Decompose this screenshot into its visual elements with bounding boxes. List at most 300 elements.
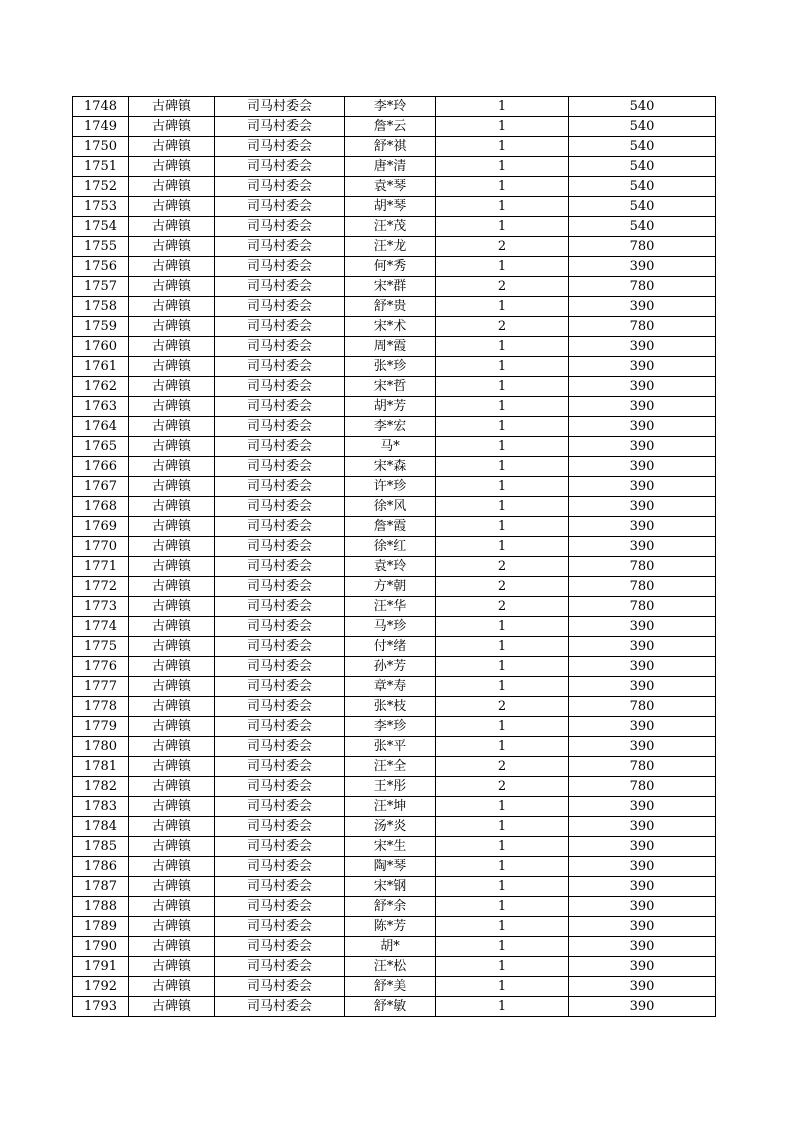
- household-count-cell: 1: [436, 437, 569, 457]
- name-cell: 宋*群: [345, 277, 436, 297]
- village-committee-cell: 司马村委会: [215, 457, 345, 477]
- household-count-cell: 1: [436, 957, 569, 977]
- amount-cell: 390: [569, 797, 716, 817]
- table-row: [73, 737, 716, 757]
- village-committee-cell: 司马村委会: [215, 97, 345, 117]
- village-committee-cell: 司马村委会: [215, 277, 345, 297]
- row-number-cell: 1775: [73, 637, 129, 657]
- town-cell: 古碑镇: [129, 637, 215, 657]
- table-row: [73, 897, 716, 917]
- table-row: [73, 937, 716, 957]
- table-row: [73, 257, 716, 277]
- town-cell: 古碑镇: [129, 137, 215, 157]
- town-cell: 古碑镇: [129, 397, 215, 417]
- town-cell: 古碑镇: [129, 237, 215, 257]
- town-cell: 古碑镇: [129, 497, 215, 517]
- table-row: [73, 337, 716, 357]
- name-cell: 舒*敏: [345, 997, 436, 1017]
- table-row: [73, 917, 716, 937]
- household-count-cell: 1: [436, 457, 569, 477]
- village-committee-cell: 司马村委会: [215, 117, 345, 137]
- town-cell: 古碑镇: [129, 437, 215, 457]
- table-row: [73, 157, 716, 177]
- name-cell: 何*秀: [345, 257, 436, 277]
- town-cell: 古碑镇: [129, 697, 215, 717]
- table-row: [73, 817, 716, 837]
- household-count-cell: 1: [436, 337, 569, 357]
- village-committee-cell: 司马村委会: [215, 257, 345, 277]
- town-cell: 古碑镇: [129, 217, 215, 237]
- village-committee-cell: 司马村委会: [215, 237, 345, 257]
- household-count-cell: 2: [436, 697, 569, 717]
- household-count-cell: 2: [436, 577, 569, 597]
- village-committee-cell: 司马村委会: [215, 817, 345, 837]
- table-row: [73, 497, 716, 517]
- amount-cell: 390: [569, 417, 716, 437]
- town-cell: 古碑镇: [129, 277, 215, 297]
- row-number-cell: 1783: [73, 797, 129, 817]
- name-cell: 汪*华: [345, 597, 436, 617]
- name-cell: 唐*清: [345, 157, 436, 177]
- name-cell: 汪*全: [345, 757, 436, 777]
- row-number-cell: 1756: [73, 257, 129, 277]
- amount-cell: 390: [569, 397, 716, 417]
- table-row: [73, 697, 716, 717]
- amount-cell: 390: [569, 437, 716, 457]
- amount-cell: 390: [569, 457, 716, 477]
- table-row: [73, 857, 716, 877]
- amount-cell: 540: [569, 117, 716, 137]
- name-cell: 李*玲: [345, 97, 436, 117]
- amount-cell: 390: [569, 537, 716, 557]
- village-committee-cell: 司马村委会: [215, 717, 345, 737]
- amount-cell: 390: [569, 857, 716, 877]
- town-cell: 古碑镇: [129, 997, 215, 1017]
- amount-cell: 780: [569, 757, 716, 777]
- name-cell: 汪*茂: [345, 217, 436, 237]
- household-count-cell: 1: [436, 717, 569, 737]
- town-cell: 古碑镇: [129, 337, 215, 357]
- table-row: [73, 277, 716, 297]
- name-cell: 张*珍: [345, 357, 436, 377]
- village-committee-cell: 司马村委会: [215, 577, 345, 597]
- household-count-cell: 2: [436, 757, 569, 777]
- village-committee-cell: 司马村委会: [215, 177, 345, 197]
- household-count-cell: 2: [436, 557, 569, 577]
- amount-cell: 390: [569, 337, 716, 357]
- name-cell: 詹*云: [345, 117, 436, 137]
- row-number-cell: 1759: [73, 317, 129, 337]
- row-number-cell: 1764: [73, 417, 129, 437]
- town-cell: 古碑镇: [129, 157, 215, 177]
- amount-cell: 780: [569, 577, 716, 597]
- amount-cell: 780: [569, 777, 716, 797]
- village-committee-cell: 司马村委会: [215, 997, 345, 1017]
- town-cell: 古碑镇: [129, 517, 215, 537]
- household-count-cell: 1: [436, 617, 569, 637]
- name-cell: 徐*红: [345, 537, 436, 557]
- village-committee-cell: 司马村委会: [215, 437, 345, 457]
- name-cell: 张*枝: [345, 697, 436, 717]
- town-cell: 古碑镇: [129, 357, 215, 377]
- village-committee-cell: 司马村委会: [215, 497, 345, 517]
- row-number-cell: 1773: [73, 597, 129, 617]
- row-number-cell: 1770: [73, 537, 129, 557]
- row-number-cell: 1772: [73, 577, 129, 597]
- household-count-cell: 1: [436, 937, 569, 957]
- roster-table: [72, 96, 716, 1017]
- amount-cell: 780: [569, 557, 716, 577]
- name-cell: 王*彤: [345, 777, 436, 797]
- town-cell: 古碑镇: [129, 677, 215, 697]
- village-committee-cell: 司马村委会: [215, 377, 345, 397]
- household-count-cell: 1: [436, 817, 569, 837]
- household-count-cell: 1: [436, 657, 569, 677]
- town-cell: 古碑镇: [129, 557, 215, 577]
- town-cell: 古碑镇: [129, 777, 215, 797]
- household-count-cell: 1: [436, 257, 569, 277]
- town-cell: 古碑镇: [129, 857, 215, 877]
- amount-cell: 390: [569, 677, 716, 697]
- household-count-cell: 1: [436, 357, 569, 377]
- table-row: [73, 97, 716, 117]
- amount-cell: 780: [569, 697, 716, 717]
- amount-cell: 390: [569, 617, 716, 637]
- town-cell: 古碑镇: [129, 657, 215, 677]
- table-row: [73, 757, 716, 777]
- household-count-cell: 1: [436, 537, 569, 557]
- amount-cell: 390: [569, 297, 716, 317]
- name-cell: 周*霞: [345, 337, 436, 357]
- name-cell: 张*平: [345, 737, 436, 757]
- village-committee-cell: 司马村委会: [215, 317, 345, 337]
- row-number-cell: 1787: [73, 877, 129, 897]
- village-committee-cell: 司马村委会: [215, 937, 345, 957]
- household-count-cell: 1: [436, 97, 569, 117]
- row-number-cell: 1779: [73, 717, 129, 737]
- roster-table-body: [73, 97, 716, 1017]
- row-number-cell: 1776: [73, 657, 129, 677]
- amount-cell: 390: [569, 357, 716, 377]
- table-row: [73, 397, 716, 417]
- name-cell: 陈*芳: [345, 917, 436, 937]
- town-cell: 古碑镇: [129, 537, 215, 557]
- amount-cell: 390: [569, 937, 716, 957]
- row-number-cell: 1753: [73, 197, 129, 217]
- table-row: [73, 797, 716, 817]
- household-count-cell: 1: [436, 837, 569, 857]
- household-count-cell: 1: [436, 417, 569, 437]
- name-cell: 章*寿: [345, 677, 436, 697]
- row-number-cell: 1785: [73, 837, 129, 857]
- town-cell: 古碑镇: [129, 197, 215, 217]
- amount-cell: 540: [569, 197, 716, 217]
- name-cell: 汪*龙: [345, 237, 436, 257]
- amount-cell: 390: [569, 957, 716, 977]
- amount-cell: 390: [569, 717, 716, 737]
- name-cell: 宋*哲: [345, 377, 436, 397]
- town-cell: 古碑镇: [129, 617, 215, 637]
- row-number-cell: 1757: [73, 277, 129, 297]
- name-cell: 孙*芳: [345, 657, 436, 677]
- village-committee-cell: 司马村委会: [215, 977, 345, 997]
- name-cell: 舒*贵: [345, 297, 436, 317]
- row-number-cell: 1749: [73, 117, 129, 137]
- name-cell: 袁*玲: [345, 557, 436, 577]
- row-number-cell: 1754: [73, 217, 129, 237]
- village-committee-cell: 司马村委会: [215, 957, 345, 977]
- village-committee-cell: 司马村委会: [215, 397, 345, 417]
- table-row: [73, 217, 716, 237]
- town-cell: 古碑镇: [129, 837, 215, 857]
- name-cell: 李*珍: [345, 717, 436, 737]
- town-cell: 古碑镇: [129, 377, 215, 397]
- household-count-cell: 1: [436, 297, 569, 317]
- household-count-cell: 1: [436, 917, 569, 937]
- household-count-cell: 1: [436, 977, 569, 997]
- village-committee-cell: 司马村委会: [215, 797, 345, 817]
- household-count-cell: 2: [436, 277, 569, 297]
- row-number-cell: 1758: [73, 297, 129, 317]
- household-count-cell: 1: [436, 397, 569, 417]
- household-count-cell: 1: [436, 517, 569, 537]
- amount-cell: 540: [569, 177, 716, 197]
- village-committee-cell: 司马村委会: [215, 197, 345, 217]
- row-number-cell: 1784: [73, 817, 129, 837]
- row-number-cell: 1781: [73, 757, 129, 777]
- name-cell: 胡*: [345, 937, 436, 957]
- amount-cell: 390: [569, 257, 716, 277]
- name-cell: 舒*美: [345, 977, 436, 997]
- town-cell: 古碑镇: [129, 317, 215, 337]
- row-number-cell: 1760: [73, 337, 129, 357]
- town-cell: 古碑镇: [129, 297, 215, 317]
- table-row: [73, 557, 716, 577]
- table-row: [73, 437, 716, 457]
- table-row: [73, 677, 716, 697]
- table-row: [73, 597, 716, 617]
- table-row: [73, 117, 716, 137]
- town-cell: 古碑镇: [129, 577, 215, 597]
- row-number-cell: 1752: [73, 177, 129, 197]
- name-cell: 宋*森: [345, 457, 436, 477]
- village-committee-cell: 司马村委会: [215, 917, 345, 937]
- row-number-cell: 1748: [73, 97, 129, 117]
- village-committee-cell: 司马村委会: [215, 477, 345, 497]
- amount-cell: 390: [569, 657, 716, 677]
- household-count-cell: 1: [436, 197, 569, 217]
- household-count-cell: 1: [436, 857, 569, 877]
- amount-cell: 390: [569, 497, 716, 517]
- village-committee-cell: 司马村委会: [215, 297, 345, 317]
- row-number-cell: 1790: [73, 937, 129, 957]
- row-number-cell: 1765: [73, 437, 129, 457]
- name-cell: 方*朝: [345, 577, 436, 597]
- table-row: [73, 317, 716, 337]
- amount-cell: 540: [569, 157, 716, 177]
- name-cell: 汪*松: [345, 957, 436, 977]
- household-count-cell: 2: [436, 237, 569, 257]
- town-cell: 古碑镇: [129, 957, 215, 977]
- household-count-cell: 2: [436, 777, 569, 797]
- row-number-cell: 1786: [73, 857, 129, 877]
- amount-cell: 780: [569, 237, 716, 257]
- name-cell: 詹*霞: [345, 517, 436, 537]
- village-committee-cell: 司马村委会: [215, 337, 345, 357]
- table-row: [73, 637, 716, 657]
- household-count-cell: 1: [436, 997, 569, 1017]
- row-number-cell: 1769: [73, 517, 129, 537]
- row-number-cell: 1789: [73, 917, 129, 937]
- amount-cell: 390: [569, 637, 716, 657]
- table-row: [73, 977, 716, 997]
- name-cell: 宋*生: [345, 837, 436, 857]
- row-number-cell: 1771: [73, 557, 129, 577]
- town-cell: 古碑镇: [129, 717, 215, 737]
- household-count-cell: 2: [436, 317, 569, 337]
- table-row: [73, 417, 716, 437]
- name-cell: 袁*琴: [345, 177, 436, 197]
- row-number-cell: 1767: [73, 477, 129, 497]
- table-row: [73, 297, 716, 317]
- name-cell: 宋*术: [345, 317, 436, 337]
- table-row: [73, 617, 716, 637]
- table-row: [73, 717, 716, 737]
- table-row: [73, 877, 716, 897]
- village-committee-cell: 司马村委会: [215, 857, 345, 877]
- amount-cell: 780: [569, 277, 716, 297]
- amount-cell: 780: [569, 597, 716, 617]
- village-committee-cell: 司马村委会: [215, 737, 345, 757]
- row-number-cell: 1788: [73, 897, 129, 917]
- amount-cell: 390: [569, 477, 716, 497]
- household-count-cell: 1: [436, 477, 569, 497]
- amount-cell: 390: [569, 837, 716, 857]
- name-cell: 徐*风: [345, 497, 436, 517]
- household-count-cell: 1: [436, 877, 569, 897]
- household-count-cell: 1: [436, 737, 569, 757]
- town-cell: 古碑镇: [129, 917, 215, 937]
- amount-cell: 390: [569, 977, 716, 997]
- amount-cell: 390: [569, 877, 716, 897]
- amount-cell: 390: [569, 917, 716, 937]
- town-cell: 古碑镇: [129, 257, 215, 277]
- table-row: [73, 457, 716, 477]
- village-committee-cell: 司马村委会: [215, 517, 345, 537]
- village-committee-cell: 司马村委会: [215, 837, 345, 857]
- household-count-cell: 2: [436, 597, 569, 617]
- row-number-cell: 1774: [73, 617, 129, 637]
- row-number-cell: 1755: [73, 237, 129, 257]
- household-count-cell: 1: [436, 137, 569, 157]
- town-cell: 古碑镇: [129, 97, 215, 117]
- town-cell: 古碑镇: [129, 417, 215, 437]
- town-cell: 古碑镇: [129, 937, 215, 957]
- village-committee-cell: 司马村委会: [215, 657, 345, 677]
- household-count-cell: 1: [436, 677, 569, 697]
- table-row: [73, 577, 716, 597]
- row-number-cell: 1793: [73, 997, 129, 1017]
- row-number-cell: 1763: [73, 397, 129, 417]
- row-number-cell: 1777: [73, 677, 129, 697]
- village-committee-cell: 司马村委会: [215, 597, 345, 617]
- household-count-cell: 1: [436, 797, 569, 817]
- village-committee-cell: 司马村委会: [215, 537, 345, 557]
- table-row: [73, 537, 716, 557]
- row-number-cell: 1778: [73, 697, 129, 717]
- town-cell: 古碑镇: [129, 877, 215, 897]
- town-cell: 古碑镇: [129, 797, 215, 817]
- amount-cell: 390: [569, 997, 716, 1017]
- amount-cell: 390: [569, 737, 716, 757]
- name-cell: 舒*祺: [345, 137, 436, 157]
- name-cell: 李*宏: [345, 417, 436, 437]
- town-cell: 古碑镇: [129, 897, 215, 917]
- table-row: [73, 177, 716, 197]
- town-cell: 古碑镇: [129, 817, 215, 837]
- village-committee-cell: 司马村委会: [215, 417, 345, 437]
- name-cell: 马*: [345, 437, 436, 457]
- town-cell: 古碑镇: [129, 597, 215, 617]
- village-committee-cell: 司马村委会: [215, 697, 345, 717]
- row-number-cell: 1782: [73, 777, 129, 797]
- town-cell: 古碑镇: [129, 477, 215, 497]
- household-count-cell: 1: [436, 377, 569, 397]
- name-cell: 胡*琴: [345, 197, 436, 217]
- name-cell: 胡*芳: [345, 397, 436, 417]
- amount-cell: 540: [569, 137, 716, 157]
- village-committee-cell: 司马村委会: [215, 137, 345, 157]
- row-number-cell: 1766: [73, 457, 129, 477]
- household-count-cell: 1: [436, 637, 569, 657]
- table-row: [73, 357, 716, 377]
- household-count-cell: 1: [436, 217, 569, 237]
- name-cell: 付*绪: [345, 637, 436, 657]
- name-cell: 舒*余: [345, 897, 436, 917]
- row-number-cell: 1751: [73, 157, 129, 177]
- household-count-cell: 1: [436, 117, 569, 137]
- row-number-cell: 1761: [73, 357, 129, 377]
- village-committee-cell: 司马村委会: [215, 897, 345, 917]
- name-cell: 马*珍: [345, 617, 436, 637]
- amount-cell: 540: [569, 97, 716, 117]
- table-row: [73, 237, 716, 257]
- table-row: [73, 657, 716, 677]
- household-count-cell: 1: [436, 497, 569, 517]
- name-cell: 汤*炎: [345, 817, 436, 837]
- name-cell: 许*珍: [345, 477, 436, 497]
- table-row: [73, 777, 716, 797]
- row-number-cell: 1762: [73, 377, 129, 397]
- name-cell: 陶*琴: [345, 857, 436, 877]
- row-number-cell: 1768: [73, 497, 129, 517]
- village-committee-cell: 司马村委会: [215, 217, 345, 237]
- household-count-cell: 1: [436, 177, 569, 197]
- village-committee-cell: 司马村委会: [215, 777, 345, 797]
- village-committee-cell: 司马村委会: [215, 557, 345, 577]
- name-cell: 宋*钢: [345, 877, 436, 897]
- amount-cell: 540: [569, 217, 716, 237]
- amount-cell: 390: [569, 817, 716, 837]
- amount-cell: 390: [569, 377, 716, 397]
- town-cell: 古碑镇: [129, 977, 215, 997]
- village-committee-cell: 司马村委会: [215, 357, 345, 377]
- table-row: [73, 837, 716, 857]
- table-row: [73, 137, 716, 157]
- household-count-cell: 1: [436, 897, 569, 917]
- village-committee-cell: 司马村委会: [215, 617, 345, 637]
- amount-cell: 780: [569, 317, 716, 337]
